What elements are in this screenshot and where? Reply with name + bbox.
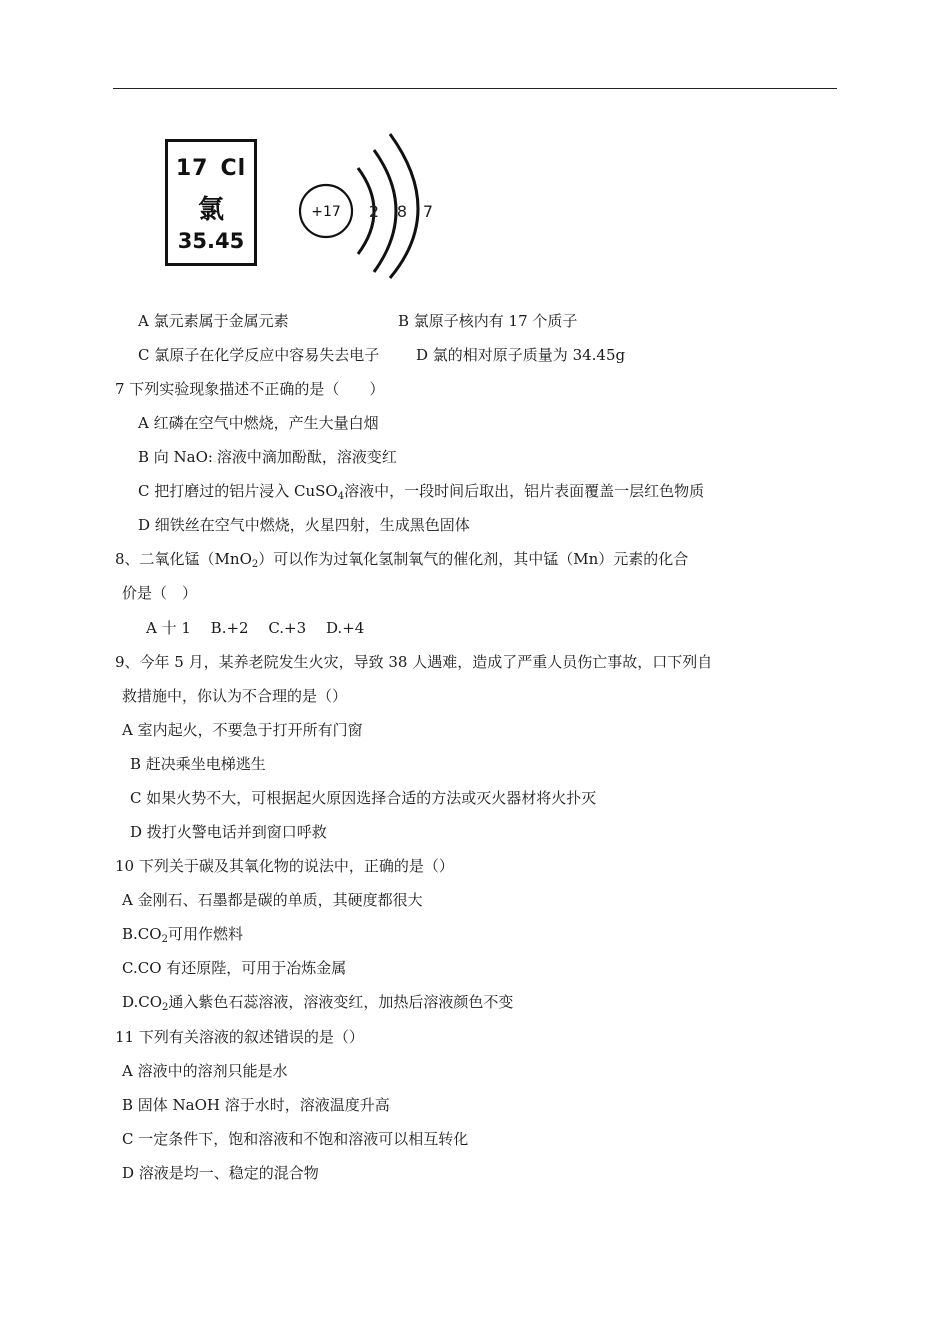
q6-option-d: D 氯的相对原子质量为 34.45g [416,346,626,364]
element-symbol: Cl [220,156,247,181]
shell-3-electrons: 7 [422,202,434,221]
q10-option-a: A 金刚石、石墨都是碳的单质，其硬度都很大 [122,891,423,909]
q10-option-d: $D.CO_2$通入紫色石蕊溶液，溶液变红，加热后溶液颜色不变 [122,993,514,1013]
q10-stem: 10 下列关于碳及其氧化物的说法中，正确的是（） [115,857,454,875]
q11-option-b: B 固体 NaOH 溶于水时，溶液温度升高 [122,1096,390,1114]
q8-stem-continued: 价是（ ） [122,584,198,602]
nucleus-charge: +17 [311,204,341,220]
q10-option-b: $B.CO_2$可用作燃料 [122,925,243,945]
q9-option-c: C 如果火势不大，可根据起火原因选择合适的方法或灭火器材将火扑灭 [130,789,597,807]
atom-structure-diagram [162,128,462,288]
q11-option-a: A 溶液中的溶剂只能是水 [122,1062,288,1080]
q9-stem: 9、今年 5 月，某养老院发生火灾，导致 38 人遇难，造成了严重人员伤亡事故，口下列自 [115,653,713,671]
q8-options: A 十 1 B.+2 C.+3 D.+4 [146,619,365,637]
q9-stem-continued: 救措施中，你认为不合理的是（） [122,687,348,705]
q7-option-a: A 红磷在空气中燃烧，产生大量白烟 [138,414,379,432]
q7-stem: 7 下列实验现象描述不正确的是（ ） [115,380,385,398]
shell-1-electrons: 2 [368,202,380,221]
chlorine-figure [162,128,462,288]
q6-option-b: B 氯原子核内有 17 个质子 [398,312,578,330]
q9-option-a: A 室内起火，不要急于打开所有门窗 [122,721,363,739]
q6-option-c: C 氯原子在化学反应中容易失去电子 [138,346,380,364]
element-name: 氯 [197,195,224,225]
shell-2-electrons: 8 [396,202,408,221]
atomic-number: 17 [175,156,209,181]
header-rule [113,88,837,89]
q7-option-c: C 把打磨过的铝片浸入 CuSO$_4$溶液中，一段时间后取出，铝片表面覆盖一层红色物质 [138,482,705,502]
q11-option-c: C 一定条件下，饱和溶液和不饱和溶液可以相互转化 [122,1130,469,1148]
atomic-mass: 35.45 [177,229,245,253]
q6-option-a: A 氯元素属于金属元素 [138,312,289,330]
q7-option-b: B 向 NaO:..溶液中滴加酚酞，溶液变红 [138,448,397,466]
q11-stem: 11 下列有关溶液的叙述错误的是（） [115,1028,364,1046]
q10-option-c: C.CO 有还原陛，可用于冶炼金属 [122,959,347,977]
q9-option-b: B 赶决乘坐电梯逃生 [130,755,266,773]
q7-option-d: D 细铁丝在空气中燃烧，火星四射，生成黑色固体 [138,516,470,534]
q8-stem: 8、二氧化锰（MnO$_2$）可以作为过氧化氢制氧气的催化剂，其中锰（Mn）元素的化合 [115,550,689,570]
q11-option-d: D 溶液是均一、稳定的混合物 [122,1164,319,1182]
q9-option-d: D 拨打火警电话并到窗口呼救 [130,823,327,841]
